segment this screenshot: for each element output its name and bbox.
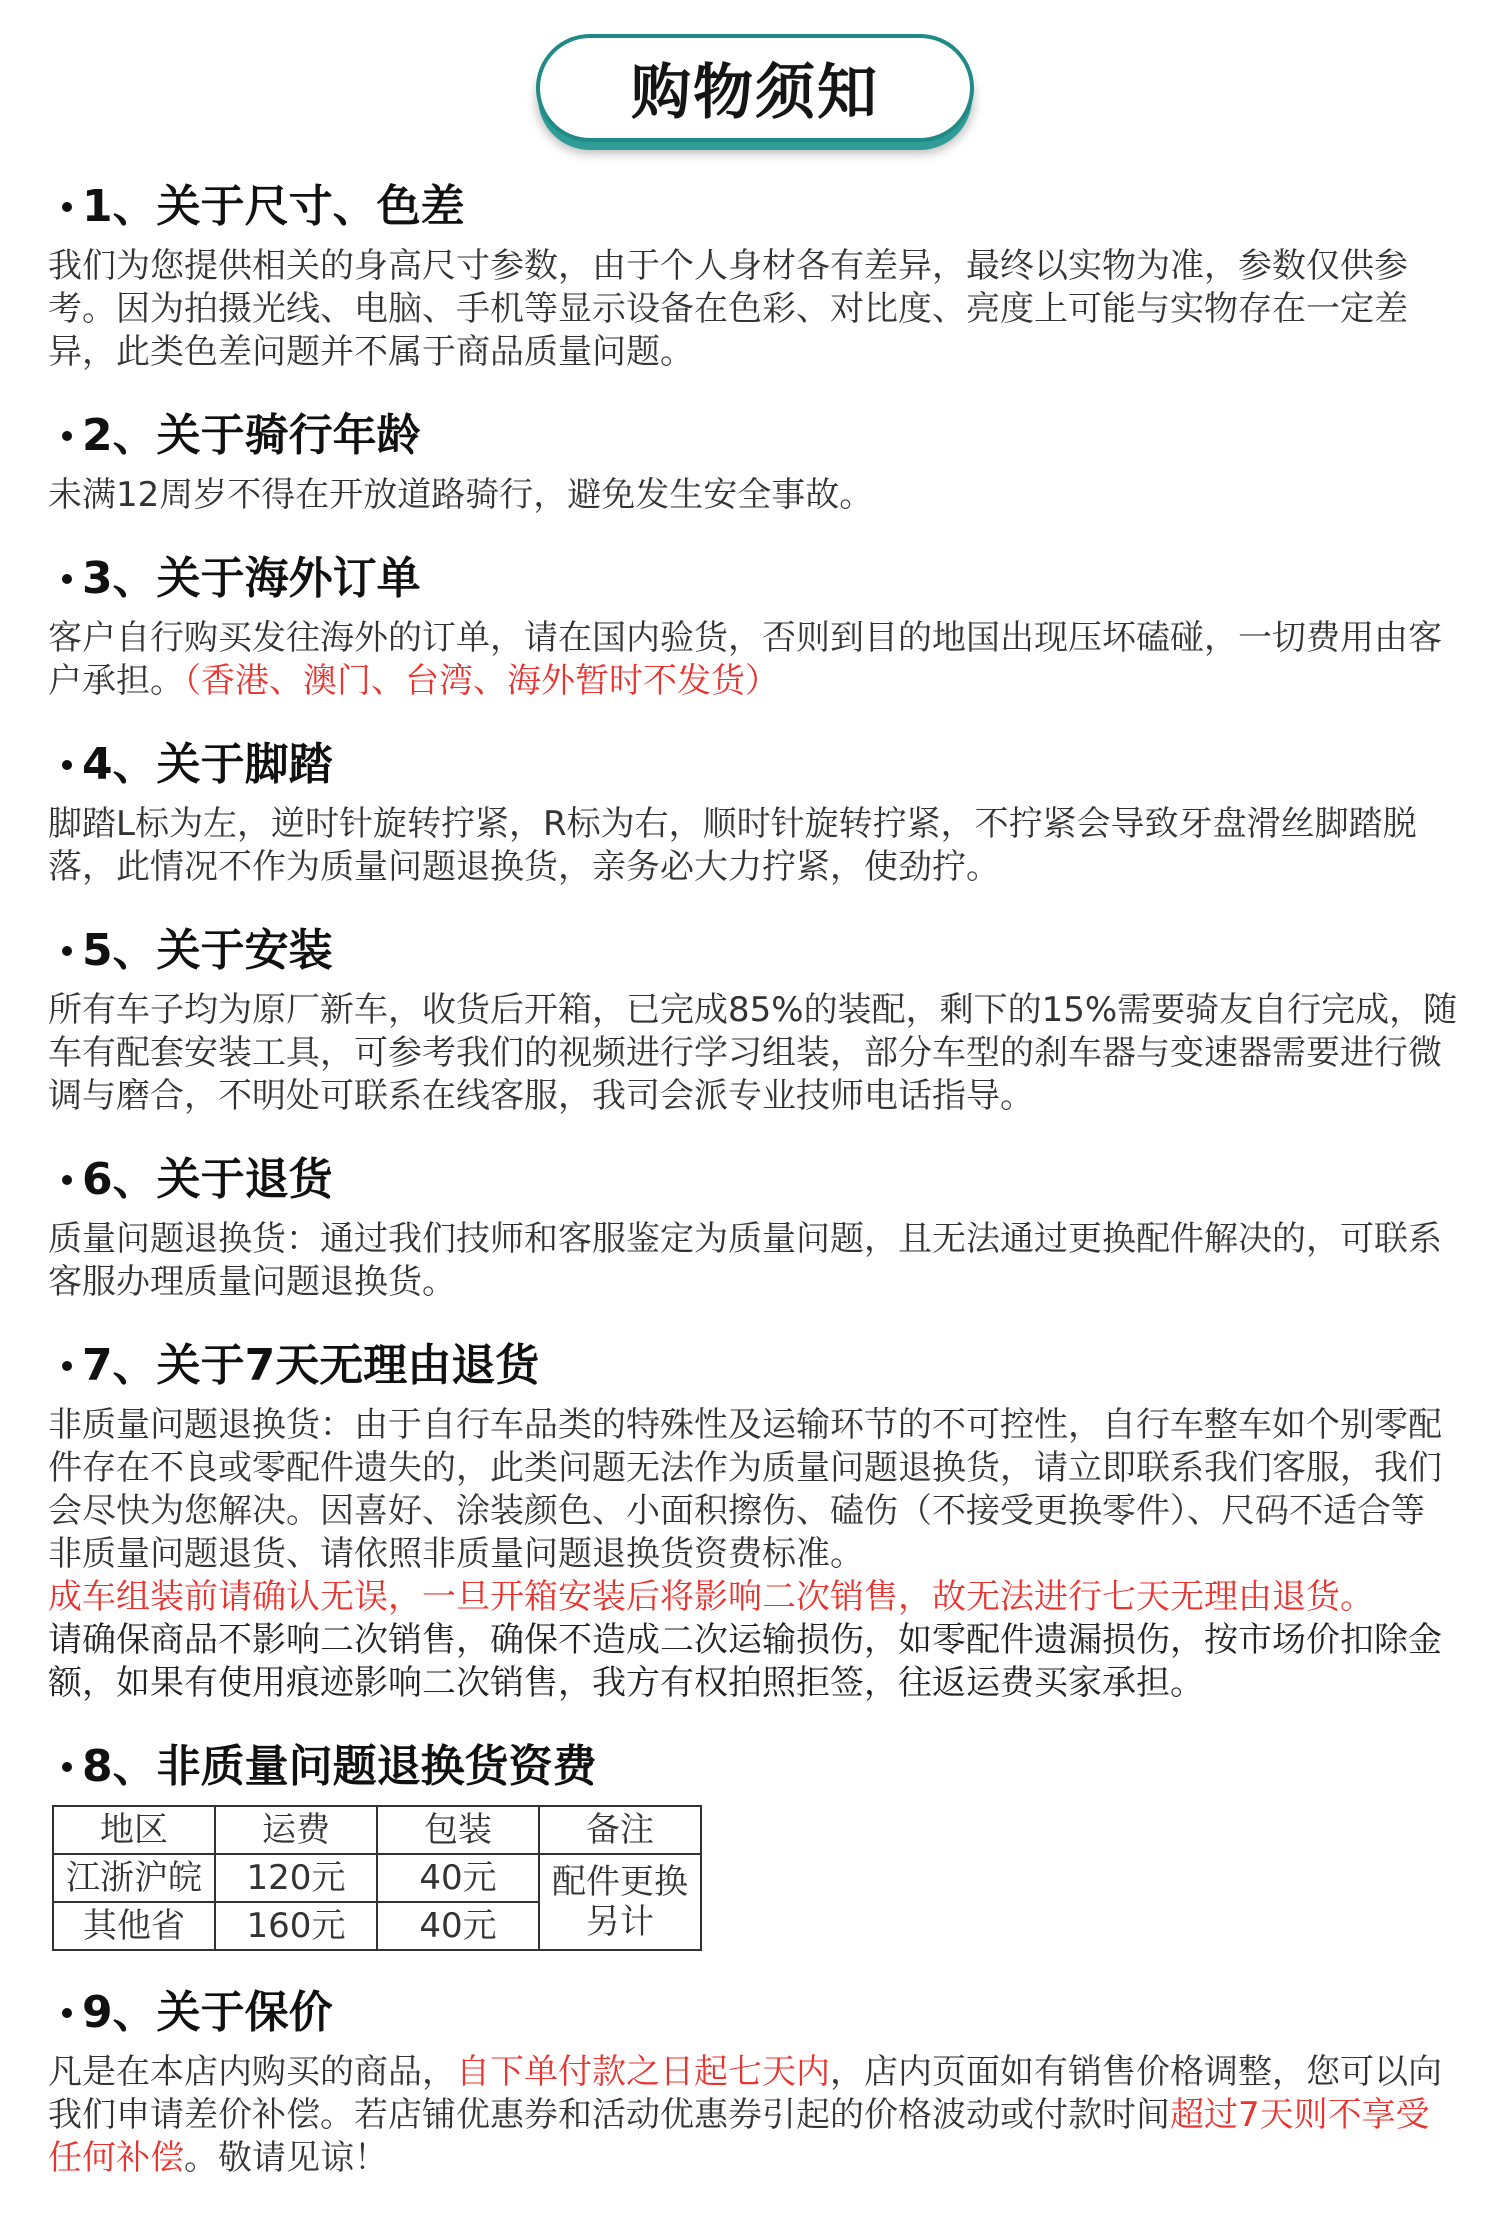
table-note: 配件更换另计 [539, 1854, 701, 1950]
table-cell: 其他省 [53, 1902, 215, 1950]
section-extra: 请确保商品不影响二次销售，确保不造成二次运输损伤，如零配件遗漏损伤，按市场价扣除金额，如果有使用痕迹影响二次销售，我方有权拍照拒签，往返运费买家承担。 [48, 1620, 1442, 1703]
section-heading: 5、关于安装 [82, 925, 333, 976]
bullet-icon [62, 202, 72, 212]
bullet-icon [62, 574, 72, 584]
section-heading: 3、关于海外订单 [82, 553, 421, 604]
table-cell: 40元 [377, 1902, 539, 1950]
section-body: 未满12周岁不得在开放道路骑行，避免发生安全事故。 [48, 475, 874, 515]
section-body: 凡是在本店内购买的商品，自下单付款之日起七天内，店内页面如有销售价格调整，您可以向我们申请差价补偿。若店铺优惠券和活动优惠券引起的价格波动或付款时间超过7天则不享受任何补偿。敬请见谅！ [48, 2052, 1442, 2178]
section-heading: 7、关于7天无理由退货 [82, 1340, 540, 1391]
bullet-icon [62, 946, 72, 956]
bullet-icon [62, 760, 72, 770]
title-banner [0, 24, 1500, 144]
bullet-icon [62, 1175, 72, 1185]
section-7day [48, 1334, 1458, 1705]
section-heading: 8、非质量问题退换货资费 [82, 1741, 597, 1792]
section-heading: 6、关于退货 [82, 1154, 333, 1205]
section-body: 客户自行购买发往海外的订单，请在国内验货，否则到目的地国出现压坏磕碰，一切费用由客户承担。 [48, 618, 1442, 701]
section-overseas [48, 547, 1458, 703]
table-header: 运费 [215, 1806, 377, 1854]
table-header: 备注 [539, 1806, 701, 1854]
section-heading: 4、关于脚踏 [82, 739, 333, 790]
section-body: 质量问题退换货：通过我们技师和客服鉴定为质量问题，且无法通过更换配件解决的，可联系客服办理质量问题退换货。 [48, 1219, 1442, 1302]
section-price-protection [48, 1981, 1458, 2180]
section-fee [48, 1735, 1458, 1951]
bullet-icon [62, 1361, 72, 1371]
table-header: 包装 [377, 1806, 539, 1854]
fee-table [52, 1805, 702, 1951]
table-header: 地区 [53, 1806, 215, 1854]
table-cell: 120元 [215, 1854, 377, 1902]
section-body: 脚踏L标为左，逆时针旋转拧紧，R标为右，顺时针旋转拧紧，不拧紧会导致牙盘滑丝脚踏脱落，此情况不作为质量问题退换货，亲务必大力拧紧，使劲拧。 [48, 804, 1417, 887]
section-install [48, 919, 1458, 1118]
table-row [53, 1854, 701, 1902]
section-body: 我们为您提供相关的身高尺寸参数，由于个人身材各有差异，最终以实物为准，参数仅供参考。因为拍摄光线、电脑、手机等显示设备在色彩、对比度、亮度上可能与实物存在一定差异，此类色差问题并不属于商品质量问题。 [48, 246, 1408, 372]
table-header-row [53, 1806, 701, 1854]
bullet-icon [62, 1762, 72, 1772]
section-heading: 9、关于保价 [82, 1987, 333, 2038]
warning-text: 超过7天则不享受任何补偿 [48, 2095, 1430, 2178]
table-cell: 160元 [215, 1902, 377, 1950]
bullet-icon [62, 2008, 72, 2018]
section-return [48, 1148, 1458, 1304]
section-heading: 1、关于尺寸、色差 [82, 181, 465, 232]
section-size [48, 175, 1458, 374]
table-cell: 40元 [377, 1854, 539, 1902]
warning-text: （香港、澳门、台湾、海外暂时不发货） [184, 661, 779, 701]
bullet-icon [62, 431, 72, 441]
warning-text: 成车组装前请确认无误，一旦开箱安装后将影响二次销售，故无法进行七天无理由退货。 [48, 1577, 1374, 1617]
section-body: 非质量问题退换货：由于自行车品类的特殊性及运输环节的不可控性，自行车整车如个别零配件存在不良或零配件遗失的，此类问题无法作为质量问题退换货，请立即联系我们客服，我们会尽快为您解决。因喜好、涂装颜色、小面积擦伤、磕伤（不接受更换零件）、尺码不适合等非质量问题退货、请依照非质量问题退换货资费标准。 [48, 1405, 1442, 1574]
notice-content [48, 175, 1458, 2180]
page-title: 购物须知 [536, 34, 974, 142]
section-heading: 2、关于骑行年龄 [82, 410, 421, 461]
section-age [48, 404, 1458, 517]
section-pedal [48, 733, 1458, 889]
section-body: 所有车子均为原厂新车，收货后开箱，已完成85%的装配，剩下的15%需要骑友自行完成，随车有配套安装工具，可参考我们的视频进行学习组装，部分车型的刹车器与变速器需要进行微调与磨合，不明处可联系在线客服，我司会派专业技师电话指导。 [48, 990, 1458, 1116]
table-cell: 江浙沪皖 [53, 1854, 215, 1902]
warning-text: 自下单付款之日起七天内 [456, 2052, 830, 2092]
